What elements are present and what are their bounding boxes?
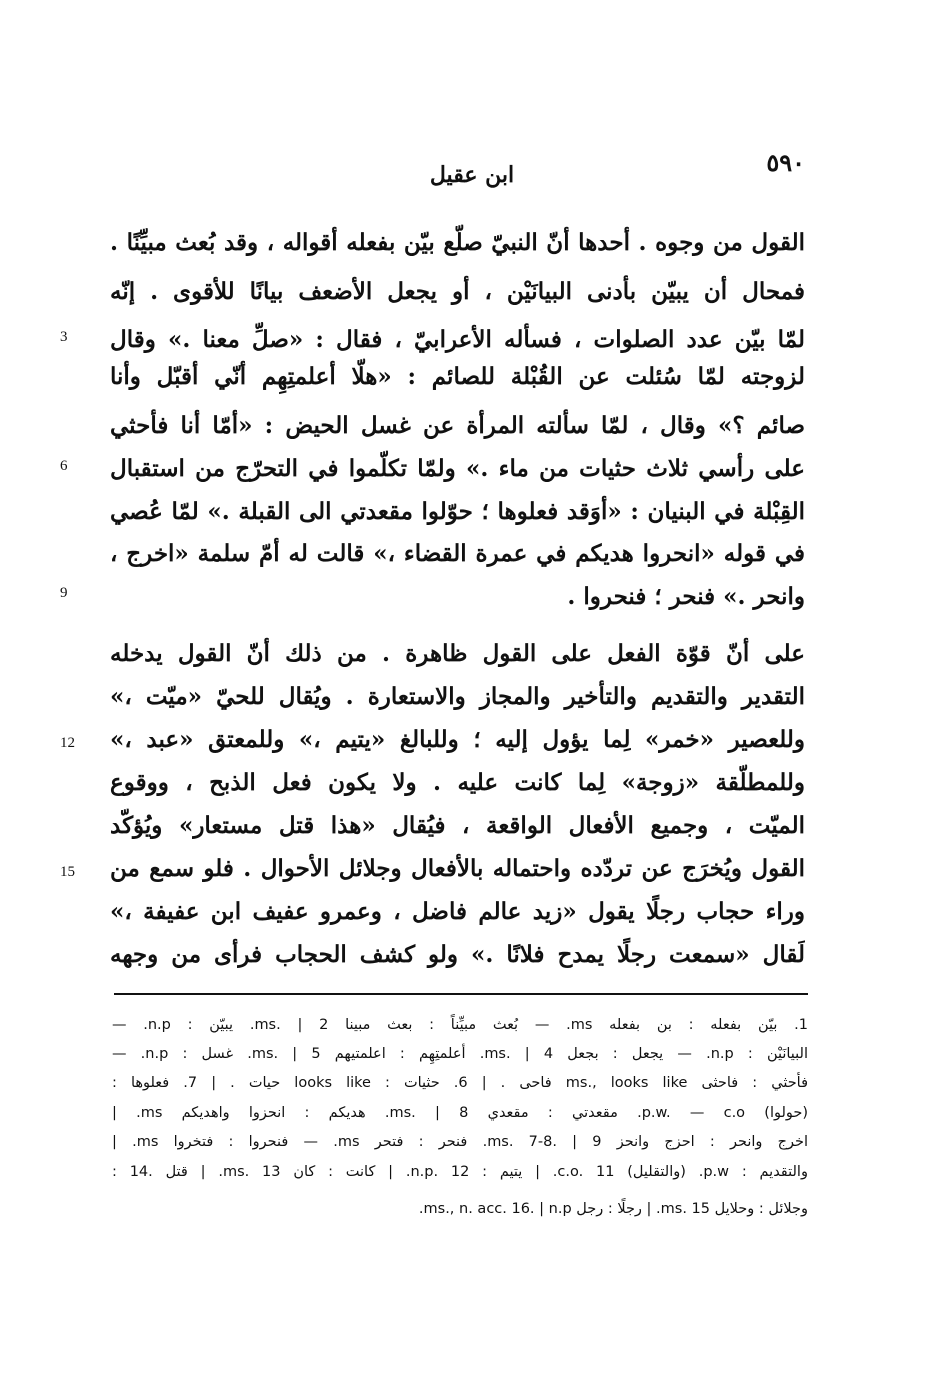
line-number: 6	[60, 458, 68, 474]
text-line: وللمطلّقة «زوجة» لِما كانت عليه . ولا يكون فعل الذبح ، ووقوع	[110, 769, 805, 796]
footnote-line: اخرج وانحر : احزج وانحز ms. 7-8. | 9. فنحر : فتحر ms. — فنحروا : فتخروا ms. |	[112, 1134, 808, 1150]
text-line: وانحر .» فنحر ؛ فنحروا .	[567, 583, 805, 610]
footnote-line: 1. بيّن بفعله : بن بفعله ms. — بُعث مبيِّناً : بعث مبينا ms. | 2. يبيّن : n.p. —	[112, 1017, 808, 1033]
page-number: ٥٩٠	[766, 148, 805, 177]
line-number: 9	[60, 585, 68, 601]
line-number: 3	[60, 329, 68, 345]
footnote-line: فأحثي : فاحثى ms., looks like فاحى . | 6. حثيات : looks like حيات . | 7. فعلوها :	[112, 1075, 808, 1091]
footnote-line: وجلائل : وحلايل ms. 15. | رجلًا : رجل ms., n. acc. 16. | n.p.	[418, 1201, 808, 1217]
text-line: على أنّ قوّة الفعل على القول ظاهرة . من ذلك أنّ القول يدخله	[110, 640, 805, 667]
footnote-divider	[114, 993, 808, 995]
line-number: 12	[60, 735, 75, 751]
text-line: وراء حجاب رجلًا يقول «زيد عالم فاضل ، وعمرو عفيف ابن عفيفة ،»	[110, 898, 805, 925]
text-line: القول من وجوه . أحدها أنّ النبيّ صلّع بيّن بفعله أقواله ، وقد بُعث مبيِّنًا .	[110, 229, 805, 256]
footnote-line: البيانَيْن : n.p. — يجعل : بجعل ms. | 4. أعلمتِهِم : اعلمتيهم ms. | 5. غسل : n.p. —	[112, 1046, 808, 1062]
running-head: ابن عقيل	[429, 162, 515, 188]
text-line: في قوله «انحروا هديكم في عمرة القضاء ،» قالت له أمّ سلمة «اخرج ،	[110, 540, 805, 567]
footnote-line: والتقديم : p.w. (والتقليل) c.o. 11. | يتيم : n.p. 12. | كانت : كان ms. 13. | قتل .14 :	[112, 1164, 808, 1180]
line-number: 15	[60, 864, 75, 880]
text-line: القِبْلة في البنيان : «أوَقد فعلوها ؛ حوّلوا مقعدتي الى القبلة .» لمّا عُصي	[110, 498, 805, 525]
footnote-line: (حولوا) p.w. — c.o. مقعدتي : مقعدي ms. | 8. هديكم : انحزوا واهديكم ms. |	[112, 1105, 808, 1121]
text-line: الميّت ، وجميع الأفعال الواقعة ، فيُقال «هذا قتل مستعار» ويُؤكّد	[110, 812, 805, 839]
text-line: لمّا بيّن عدد الصلوات ، فسأله الأعرابيّ ، فقال : «صلِّ معنا .» وقال	[110, 326, 805, 353]
text-line: لزوجته لمّا سُئلت عن القُبْلة للصائم : «هلّا أعلمتِهِم أنّي أقبّل وأنا	[110, 363, 805, 390]
text-line: فمحال أن يبيّن بأدنى البيانَيْن ، أو يجعل الأضعف بيانًا للأقوى . إنّه	[110, 278, 805, 305]
text-line: لَقال «سمعت رجلًا يمدح فلانًا .» ولو كشف الحجاب فرأى من وجهه	[110, 941, 805, 968]
text-line: التقدير والتقديم والتأخير والمجاز والاستعارة . ويُقال للحيّ «ميّت ،»	[110, 683, 805, 710]
text-line: وللعصير «خمر» لِما يؤول إليه ؛ وللبالغ «يتيم ،» وللمعتق «عبد ،»	[110, 726, 805, 753]
text-line: على رأسي ثلاث حثيات من ماء .» ولمّا تكلّموا في التحرّج من استقبال	[110, 455, 805, 482]
text-line: القول ويُخرَج عن تردّده واحتماله بالأفعال وجلائل الأحوال . فلو سمع من	[110, 855, 805, 882]
text-line: صائم ؟» وقال ، لمّا سألته المرأة عن غسل الحيض : «أمّا أنا فأحثي	[110, 412, 805, 439]
